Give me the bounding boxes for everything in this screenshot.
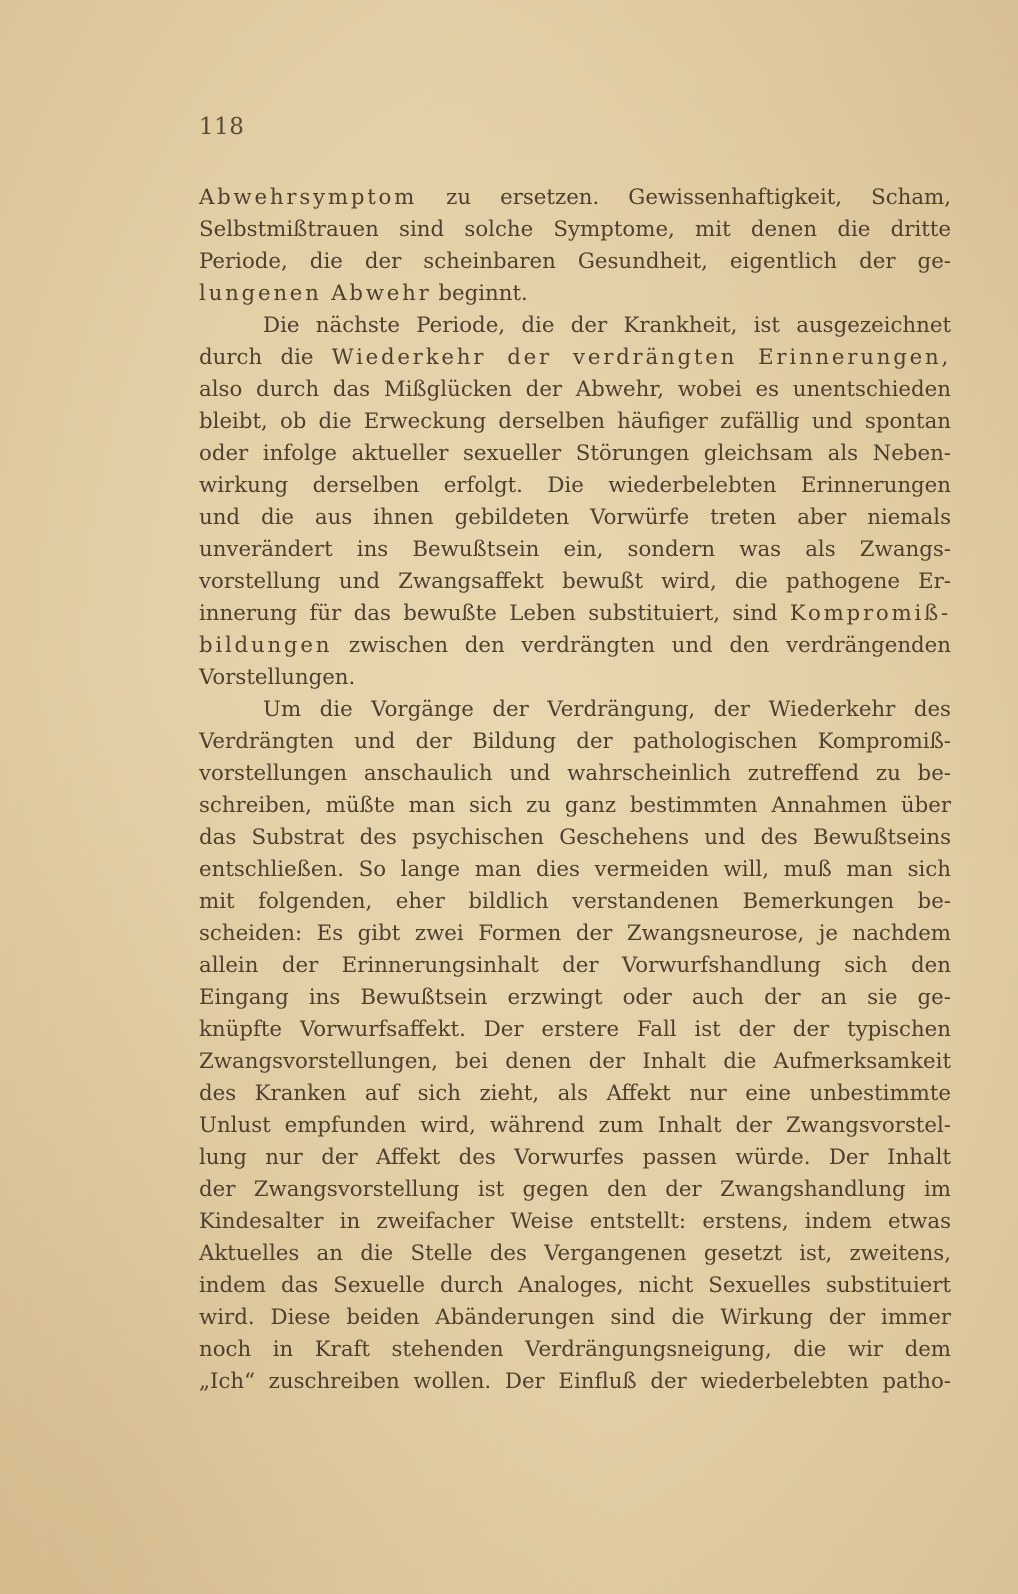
text-line <box>199 342 951 374</box>
text-line: Vorstellungen. <box>199 665 356 690</box>
text-line: „Ich“ zuschreiben wollen. Der Einfluß der wiederbelebten patho- <box>199 1369 951 1394</box>
text-line: allein der Erinnerungsinhalt der Vorwurfshandlung sich den <box>199 953 951 978</box>
text-line: Eingang ins Bewußtsein erzwingt oder auch der an sie ge- <box>199 985 951 1010</box>
text-line: lung nur der Affekt des Vorwurfes passen würde. Der Inhalt <box>199 1145 951 1170</box>
text-line: noch in Kraft stehenden Verdrängungsneigung, die wir dem <box>199 1337 951 1362</box>
line-text: beginnt. <box>431 281 528 306</box>
text-line: Periode, die der scheinbaren Gesundheit, eigentlich der ge- <box>199 249 951 274</box>
line-text: zu ersetzen. Gewissenhaftigkeit, Scham, <box>417 185 951 210</box>
emphasized-term: lungenen Abwehr <box>199 281 432 306</box>
text-line: Verdrängten und der Bildung der pathologischen Kompromiß- <box>199 729 951 754</box>
text-line: scheiden: Es gibt zwei Formen der Zwangsneurose, je nachdem <box>199 921 951 946</box>
text-line: bleibt, ob die Erweckung derselben häufiger zufällig und spontan <box>199 409 951 434</box>
text-line: Unlust empfunden wird, während zum Inhalt der Zwangsvorstel- <box>199 1113 951 1138</box>
text-line <box>199 278 951 310</box>
text-line: unverändert ins Bewußtsein ein, sondern was als Zwangs- <box>199 537 951 562</box>
text-line <box>199 598 951 630</box>
emphasized-term: Kompromiß- <box>789 601 951 626</box>
text-line: wirkung derselben erfolgt. Die wiederbelebten Erinnerungen <box>199 473 951 498</box>
text-line: oder infolge aktueller sexueller Störungen gleichsam als Neben- <box>199 441 951 466</box>
text-line: vorstellung und Zwangsaffekt bewußt wird, die pathogene Er- <box>199 569 951 594</box>
text-line: mit folgenden, eher bildlich verstandenen Bemerkungen be- <box>199 889 951 914</box>
text-line <box>199 182 951 214</box>
text-line <box>199 630 951 662</box>
line-text: durch die <box>199 345 332 370</box>
text-line: und die aus ihnen gebildeten Vorwürfe treten aber niemals <box>199 505 951 530</box>
text-line: entschließen. So lange man dies vermeiden will, muß man sich <box>199 857 951 882</box>
text-line: Um die Vorgänge der Verdrängung, der Wiederkehr des <box>263 697 951 722</box>
emphasized-term: Wiederkehr der verdrängten Erinnerungen, <box>331 345 951 370</box>
text-line: der Zwangsvorstellung ist gegen den der Zwangshandlung im <box>199 1177 951 1202</box>
text-line: Aktuelles an die Stelle des Vergangenen gesetzt ist, zweitens, <box>199 1241 951 1266</box>
text-line: Die nächste Periode, die der Krankheit, ist ausgezeichnet <box>263 313 951 338</box>
text-line: Zwangsvorstellungen, bei denen der Inhalt die Aufmerksamkeit <box>199 1049 951 1074</box>
line-text: innerung für das bewußte Leben substituiert, sind <box>199 601 790 626</box>
emphasized-term: bildungen <box>199 633 333 658</box>
body-text <box>199 182 951 1398</box>
text-line: indem das Sexuelle durch Analoges, nicht Sexuelles substituiert <box>199 1273 951 1298</box>
text-line: also durch das Mißglücken der Abwehr, wobei es unentschieden <box>199 377 951 402</box>
page-number: 118 <box>199 114 245 140</box>
text-line: das Substrat des psychischen Geschehens und des Bewußtseins <box>199 825 951 850</box>
text-line: schreiben, müßte man sich zu ganz bestimmten Annahmen über <box>199 793 951 818</box>
text-line: knüpfte Vorwurfsaffekt. Der erstere Fall ist der der typischen <box>199 1017 951 1042</box>
text-line: wird. Diese beiden Abänderungen sind die Wirkung der immer <box>199 1305 951 1330</box>
emphasized-term: Abwehrsymptom <box>199 185 418 210</box>
text-line: Kindesalter in zweifacher Weise entstellt: erstens, indem etwas <box>199 1209 951 1234</box>
text-line: des Kranken auf sich zieht, als Affekt nur eine unbestimmte <box>199 1081 951 1106</box>
text-line: vorstellungen anschaulich und wahrscheinlich zutreffend zu be- <box>199 761 951 786</box>
line-text: zwischen den verdrängten und den verdrängenden <box>332 633 951 658</box>
text-line: Selbstmißtrauen sind solche Symptome, mit denen die dritte <box>199 217 951 242</box>
